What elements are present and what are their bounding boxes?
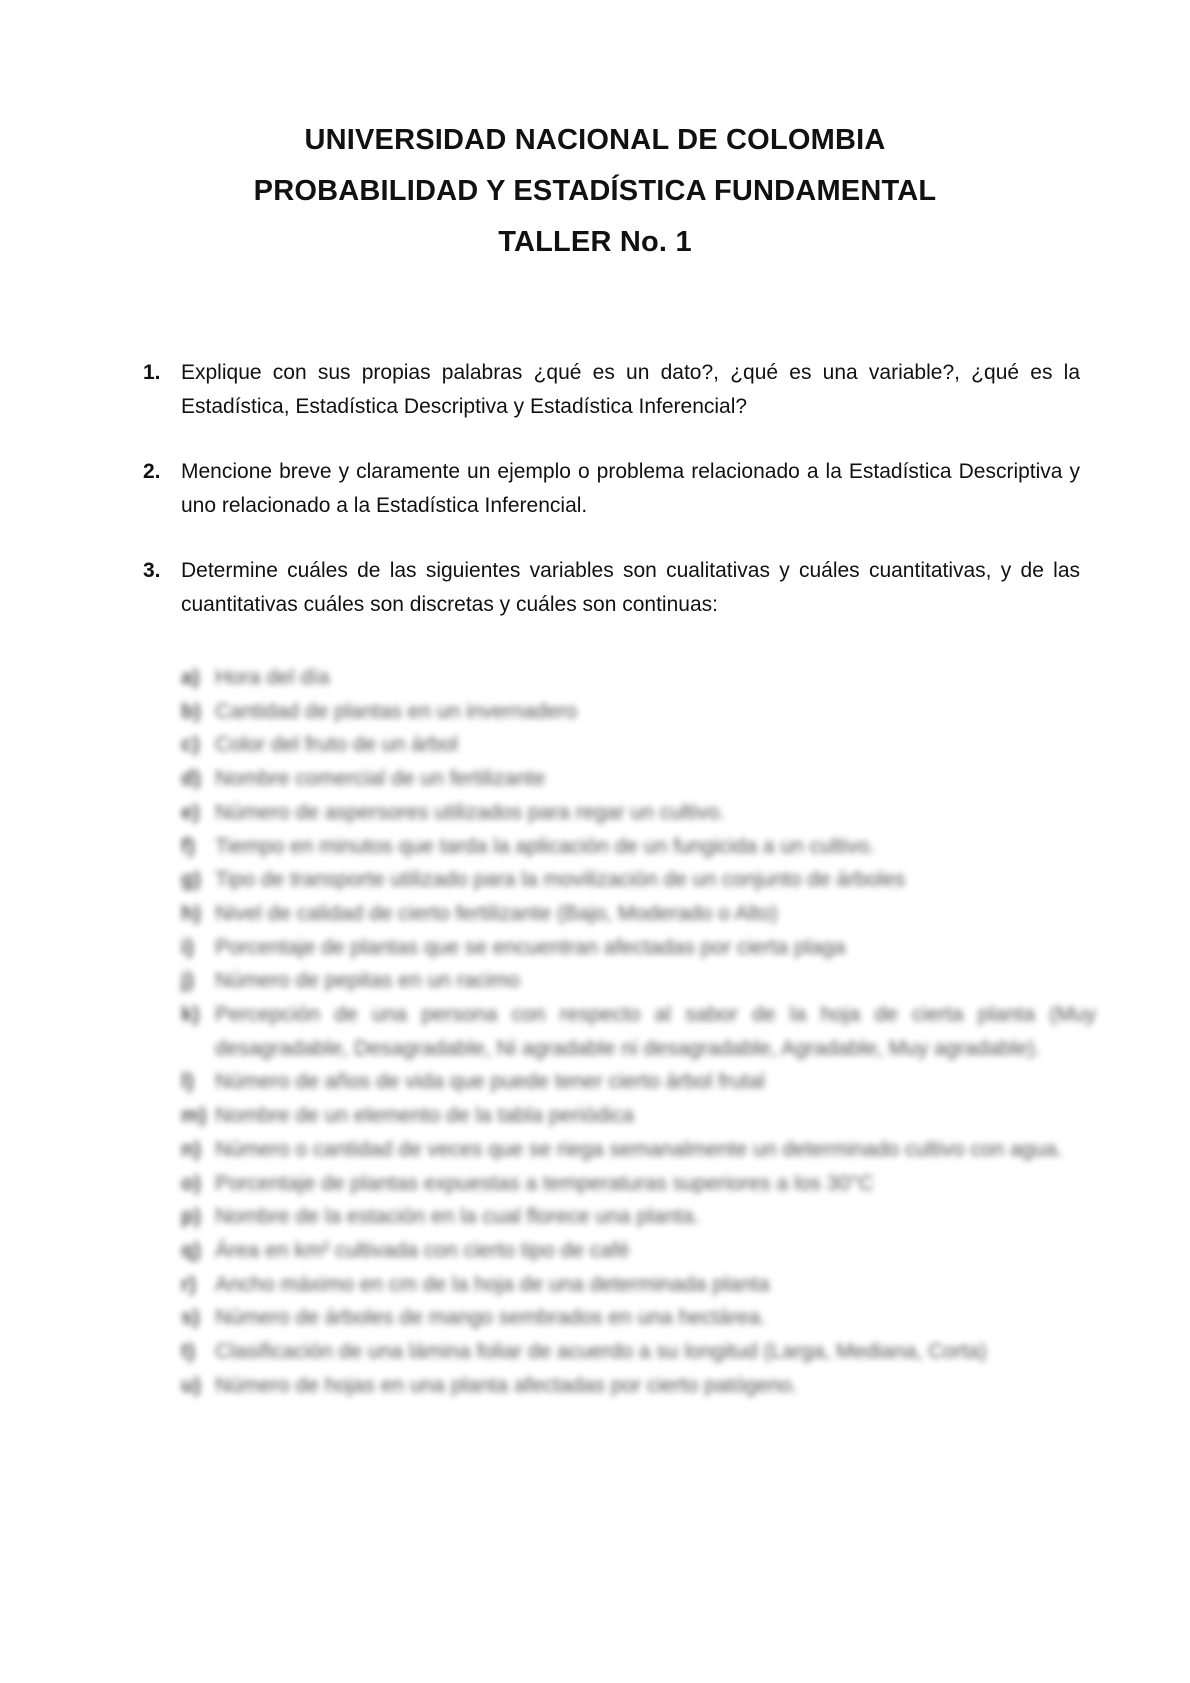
list-item-letter: r) [181, 1272, 197, 1296]
list-item-letter: h) [181, 901, 201, 925]
list-item-text: Número de años de vida que puede tener cierto árbol frutal [215, 1070, 765, 1094]
question-1 [143, 356, 1080, 423]
workshop-title: TALLER No. 1 [498, 226, 692, 258]
list-item-text: Tiempo en minutos que tarda la aplicación de un fungicida a un cultivo. [215, 834, 875, 858]
list-item-letter: c) [181, 733, 200, 757]
list-item-text: Nivel de calidad de cierto fertilizante (Bajo, Moderado o Alto) [215, 901, 778, 925]
list-item-letter: o) [181, 1171, 201, 1195]
list-item [181, 1065, 1096, 1099]
question-text: Mencione breve y claramente un ejemplo o problema relacionado a la Estadística Descriptiva y uno relacionado a la Estadística Inferencial. [181, 460, 1080, 517]
list-item [181, 964, 1096, 998]
list-item-text: Número de aspersores utilizados para regar un cultivo. [215, 800, 726, 824]
blurred-variable-list [181, 661, 1096, 1402]
list-item-text: Número de pepitas en un racimo [215, 969, 520, 993]
list-item [181, 830, 1096, 864]
list-item-letter: j) [181, 969, 194, 993]
list-item [181, 728, 1096, 762]
list-item [181, 1133, 1096, 1167]
course-title: PROBABILIDAD Y ESTADÍSTICA FUNDAMENTAL [253, 175, 937, 207]
list-item [181, 1167, 1096, 1201]
list-item-text: Porcentaje de plantas expuestas a temperaturas superiores a los 30°C [215, 1171, 874, 1195]
list-item-text: Nombre de un elemento de la tabla periódica [215, 1104, 635, 1128]
list-item-letter: b) [181, 699, 201, 723]
list-item-letter: p) [181, 1205, 201, 1229]
list-item-letter: k) [181, 1003, 200, 1027]
list-item-letter: f) [181, 834, 195, 858]
list-item-text: Clasificación de una lámina foliar de acuerdo a su longitud (Larga, Mediana, Corta) [215, 1340, 987, 1364]
list-item-letter: a) [181, 666, 200, 689]
list-item-letter: q) [181, 1238, 201, 1262]
question-number: 3. [143, 559, 161, 582]
list-item-text: Ancho máximo en cm de la hoja de una determinada planta [215, 1272, 770, 1296]
list-item [181, 695, 1096, 729]
list-item-text: Área en km² cultivada con cierto tipo de café [215, 1238, 630, 1262]
question-2 [143, 455, 1080, 522]
list-item-text: Nombre comercial de un fertilizante [215, 767, 546, 791]
university-title: UNIVERSIDAD NACIONAL DE COLOMBIA [304, 124, 886, 156]
list-item-letter: s) [181, 1306, 200, 1330]
question-3 [143, 554, 1080, 621]
list-item [181, 1200, 1096, 1234]
list-item [181, 1234, 1096, 1268]
list-item-letter: e) [181, 800, 200, 824]
list-item-text: Nombre de la estación en la cual florece una planta. [215, 1205, 700, 1229]
list-item-letter: l) [181, 1070, 194, 1094]
question-number: 2. [143, 460, 161, 483]
document-header [0, 115, 1190, 268]
list-item [181, 897, 1096, 931]
list-item-text: Cantidad de plantas en un invernadero [215, 699, 577, 723]
list-item [181, 1099, 1096, 1133]
list-item-text: Número de hojas en una planta afectadas por cierto patógeno. [215, 1373, 798, 1397]
list-item-text: Hora del día [215, 666, 330, 689]
list-item [181, 1268, 1096, 1302]
list-item [181, 796, 1096, 830]
list-item-letter: d) [181, 767, 201, 791]
list-item-letter: u) [181, 1373, 201, 1397]
list-item [181, 1335, 1096, 1369]
list-item [181, 1369, 1096, 1403]
list-item-letter: n) [181, 1137, 201, 1161]
list-item-text: Tipo de transporte utilizado para la movilización de un conjunto de árboles [215, 868, 906, 892]
list-item-text: Percepción de una persona con respecto al sabor de la hoja de cierta planta (Muy desagradable, Desagradable, Ni agradable ni desagradable, Agradable, Muy agradable). [215, 1003, 1096, 1060]
list-item [181, 863, 1096, 897]
list-item [181, 998, 1096, 1065]
question-text: Explique con sus propias palabras ¿qué es un dato?, ¿qué es una variable?, ¿qué es la Estadística, Estadística Descriptiva y Estadística Inferencial? [181, 361, 1080, 418]
list-item [181, 762, 1096, 796]
list-item-text: Porcentaje de plantas que se encuentran afectadas por cierta plaga [215, 935, 846, 959]
list-item-letter: m) [181, 1104, 207, 1128]
list-item [181, 931, 1096, 965]
list-item-text: Número o cantidad de veces que se riega semanalmente un determinado cultivo con agua. [215, 1137, 1063, 1161]
list-item-letter: g) [181, 868, 201, 892]
question-text: Determine cuáles de las siguientes variables son cualitativas y cuáles cuantitativas, y de las cuantitativas cuáles son discretas y cuáles son continuas: [181, 559, 1080, 616]
list-item-letter: i) [181, 935, 194, 959]
list-item [181, 661, 1096, 695]
list-item-text: Número de árboles de mango sembrados en una hectárea. [215, 1306, 767, 1330]
list-item-letter: t) [181, 1340, 195, 1364]
list-item [181, 1301, 1096, 1335]
question-list [143, 356, 1080, 653]
list-item-text: Color del fruto de un árbol [215, 733, 458, 757]
question-number: 1. [143, 361, 161, 384]
